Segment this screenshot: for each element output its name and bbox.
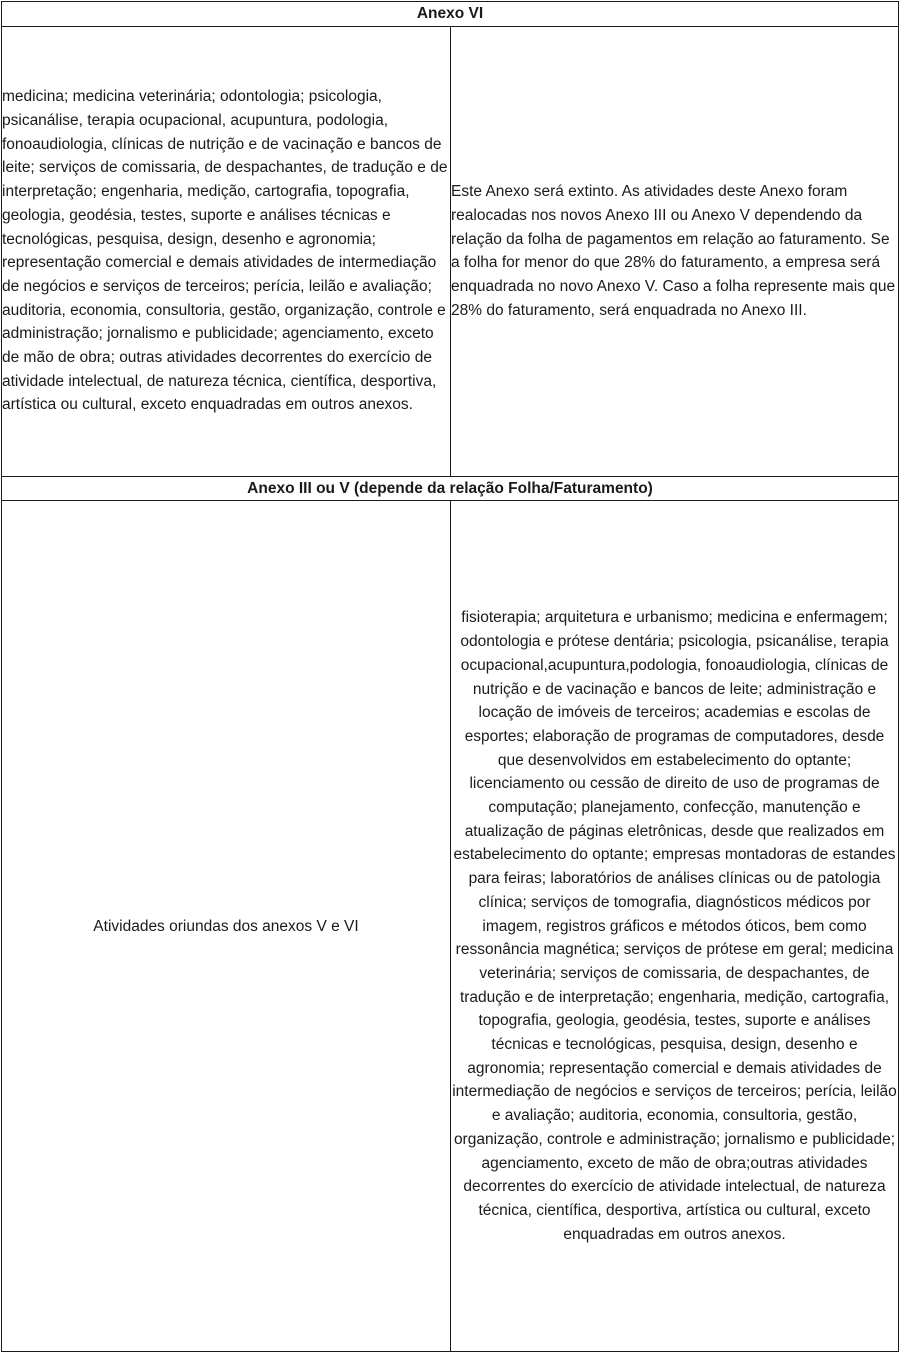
annex-table — [1, 1, 899, 1352]
annex-vi-content-row — [2, 26, 899, 476]
annex-vi-header: Anexo VI — [2, 2, 899, 27]
annex-vi-header-row — [2, 2, 899, 27]
annex-vi-activities-cell: medicina; medicina veterinária; odontologia; psicologia, psicanálise, terapia ocupacional, acupuntura, podologia, fonoaudiologia, clínicas de nutrição e de vacinação e bancos de leite; serviços de comissaria, de despachantes, de tradução e de interpretação; engenharia, medição, cartografia, topografia, geologia, geodésia, testes, suporte e análises técnicas e tecnológicas, pesquisa, design, desenho e agronomia; representação comercial e demais atividades de intermediação de negócios e serviços de terceiros; perícia, leilão e avaliação; auditoria, economia, consultoria, gestão, organização, controle e administração; jornalismo e publicidade; agenciamento, exceto de mão de obra; outras atividades decorrentes do exercício de atividade intelectual, de natureza técnica, científica, desportiva, artística ou cultural, exceto enquadradas em outros anexos. — [2, 26, 451, 476]
annex-vi-note-cell: Este Anexo será extinto. As atividades deste Anexo foram realocadas nos novos Anexo III ou Anexo V dependendo da relação da folha de pagamentos em relação ao faturamento. Se a folha for menor do que 28% do faturamento, a empresa será enquadrada no novo Anexo V. Caso a folha represente mais que 28% do faturamento, será enquadrada no Anexo III. — [451, 26, 899, 476]
annex-iii-v-header-row — [2, 476, 899, 501]
annex-iii-v-activities-cell: fisioterapia; arquitetura e urbanismo; medicina e enfermagem; odontologia e prótese dentária; psicologia, psicanálise, terapia ocupacional,acupuntura,podologia, fonoaudiologia, clínicas de nutrição e de vacinação e bancos de leite; administração e locação de imóveis de terceiros; academias e escolas de esportes; elaboração de programas de computadores, desde que desenvolvidos em estabelecimento do optante; licenciamento ou cessão de direito de uso de programas de computação; planejamento, confecção, manutenção e atualização de páginas eletrônicas, desde que realizados em estabelecimento do optante; empresas montadoras de estandes para feiras; laboratórios de análises clínicas ou de patologia clínica; serviços de tomografia, diagnósticos médicos por imagem, registros gráficos e métodos óticos, bem como ressonância magnética; serviços de prótese em geral; medicina veterinária; serviços de comissaria, de despachantes, de tradução e de interpretação; engenharia, medição, cartografia, topografia, geologia, geodésia, testes, suporte e análises técnicas e tecnológicas, pesquisa, design, desenho e agronomia; representação comercial e demais atividades de intermediação de negócios e serviços de terceiros; perícia, leilão e avaliação; auditoria, economia, consultoria, gestão, organização, controle e administração; jornalismo e publicidade; agenciamento, exceto de mão de obra;outras atividades decorrentes do exercício de atividade intelectual, de natureza técnica, científica, desportiva, artística ou cultural, exceto enquadradas em outros anexos. — [451, 501, 899, 1352]
annex-iii-v-header: Anexo III ou V (depende da relação Folha/Faturamento) — [2, 476, 899, 501]
annex-iii-v-origin-cell: Atividades oriundas dos anexos V e VI — [2, 501, 451, 1352]
annex-iii-v-content-row — [2, 501, 899, 1352]
